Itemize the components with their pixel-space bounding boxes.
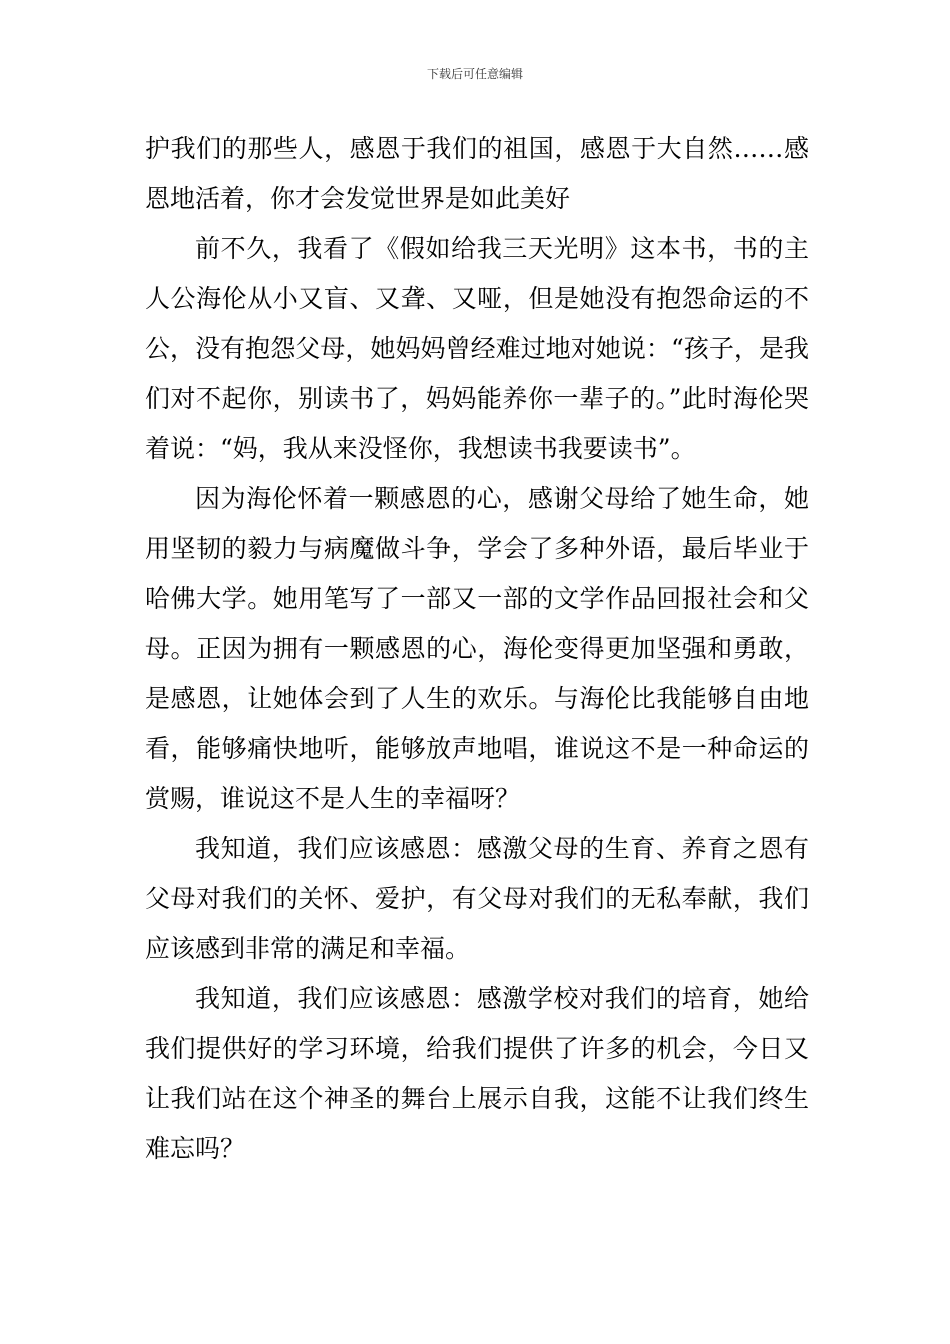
page-header-caption: 下载后可任意编辑 — [426, 67, 523, 81]
paragraph-1: 护我们的那些人，感恩于我们的祖国，感恩于大自然……感恩地活着，你才会发觉世界是如此美好 — [145, 134, 809, 213]
paragraph-2: 前不久，我看了《假如给我三天光明》这本书，书的主人公海伦从小又盲、又聋、又哑，但是她没有抱怨命运的不公，没有抱怨父母，她妈妈曾经难过地对她说：“孩子，是我们对不起你，别读书了，妈妈能养你一辈子的。”此时海伦哭着说：“妈，我从来没怪你，我想读书我要读书”。 — [145, 234, 809, 463]
document-body — [145, 124, 809, 1174]
paragraph-5: 我知道，我们应该感恩：感激学校对我们的培育，她给我们提供好的学习环境，给我们提供了许多的机会，今日又让我们站在这个神圣的舞台上展示自我，这能不让我们终生难忘吗？ — [145, 984, 809, 1163]
paragraph-3: 因为海伦怀着一颗感恩的心，感谢父母给了她生命，她用坚韧的毅力与病魔做斗争，学会了多种外语，最后毕业于哈佛大学。她用笔写了一部又一部的文学作品回报社会和父母。正因为拥有一颗感恩的心，海伦变得更加坚强和勇敢，是感恩，让她体会到了人生的欢乐。与海伦比我能够自由地看，能够痛快地听，能够放声地唱，谁说这不是一种命运的赏赐，谁说这不是人生的幸福呀？ — [145, 484, 809, 813]
paragraph-4: 我知道，我们应该感恩：感激父母的生育、养育之恩有父母对我们的关怀、爱护，有父母对我们的无私奉献，我们应该感到非常的满足和幸福。 — [145, 834, 809, 963]
